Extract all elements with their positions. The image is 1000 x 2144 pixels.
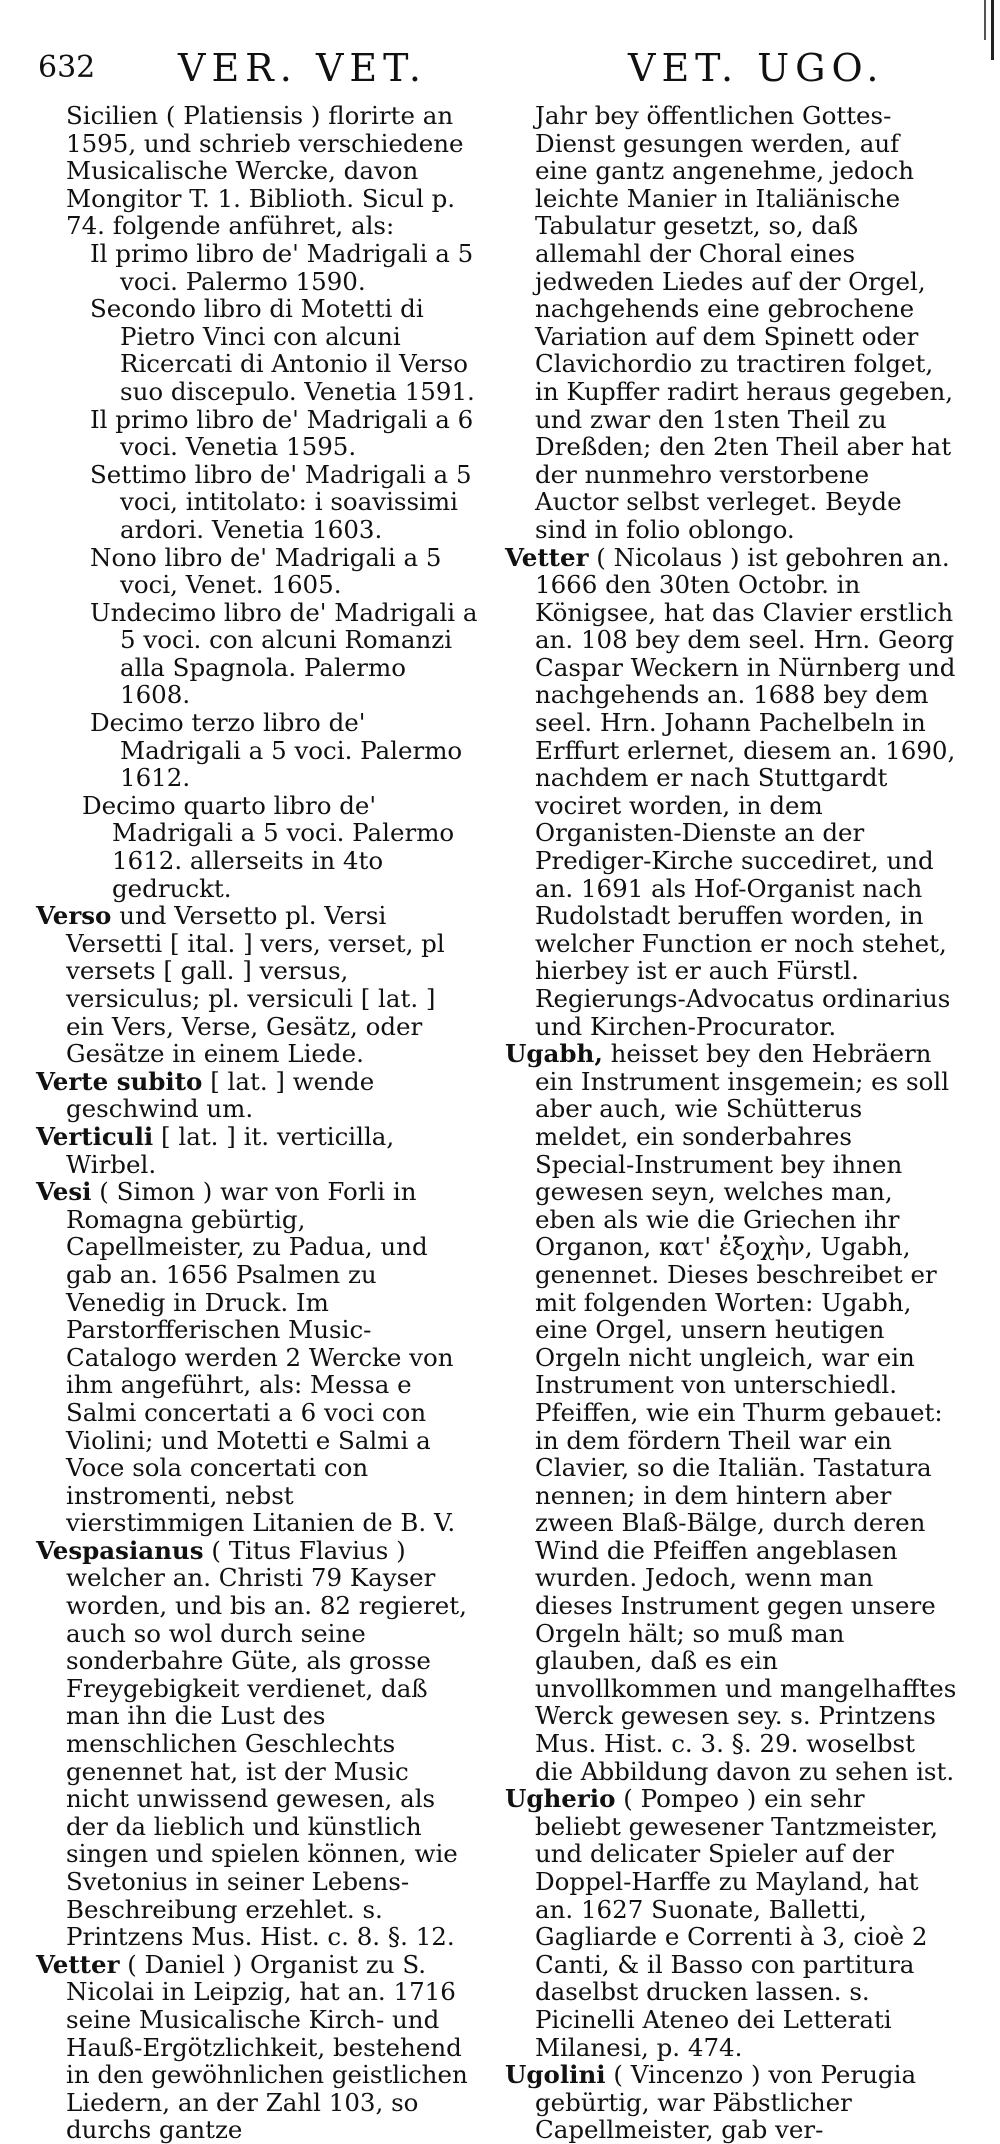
entry-headword: Vespasianus	[36, 1535, 204, 1565]
entry-body: ( Vincenzo ) von Perugia gebürtig, war Päbstlicher Capellmeister, gab ver-	[535, 2060, 917, 2144]
work-list-item: Settimo libro de' Madrigali a 5 voci, intitolato: i soavissimi ardori. Venetia 1603.	[90, 459, 472, 544]
left-column	[36, 102, 478, 2144]
entry-headword: Ugabh,	[505, 1039, 603, 1069]
entry-body: ( Titus Flavius ) welcher an. Christi 79 Kayser worden, und bis an. 82 regieret, auch so wol durch seine sonderbahre Güte, als grosse Freygebigkeit verdienet, daß man ihn die Lust des menschlichen Geschlechts genennet hat, ist der Music nicht unwissend gewesen, als der da lieblich und künstlich singen und spielen können, wie Svetonius in seiner Lebens-Beschreibung erzehlet. s. Printzens Mus. Hist. c. 8. §. 12.	[66, 1535, 467, 1952]
entry-body: und Versetto pl. Versi Versetti [ ital. ] vers, verset, pl versets [ gall. ] versus, versiculus; pl. versiculi [ lat. ] ein Vers, Verse, Gesätz, oder Gesätze in einem Liede.	[66, 901, 445, 1069]
entry-headword: Vetter	[505, 542, 589, 572]
left-running-head: VER. VET.	[178, 46, 427, 90]
work-list-item: Decimo terzo libro de' Madrigali a 5 voci. Palermo 1612.	[90, 708, 463, 793]
right-column	[505, 102, 957, 2144]
entry-headword: Verso	[36, 901, 112, 931]
dictionary-entry	[505, 1040, 957, 1785]
dictionary-entry	[505, 1785, 957, 2061]
work-list-item: Decimo quarto libro de' Madrigali a 5 voci. Palermo 1612. allerseits in 4to gedruckt.	[82, 790, 455, 903]
page-edge-mark-secondary	[984, 0, 986, 40]
work-list-item: Nono libro de' Madrigali a 5 voci, Venet. 1605.	[90, 542, 442, 600]
entry-body: ( Nicolaus ) ist gebohren an. 1666 den 30ten Octobr. in Königsee, hat das Clavier erstlich an. 108 bey dem seel. Hrn. Georg Caspar Weckern in Nürnberg und nachgehends an. 1688 bey dem seel. Hrn. Johann Pachelbeln in Erffurt erlernet, diesem an. 1690, nachdem er nach Stuttgardt vociret worden, in dem Organisten-Dienste an der Prediger-Kirche succediret, und an. 1691 als Hof-Organist nach Rudolstadt beruffen worden, in welcher Function er noch stehet, hierbey ist er auch Fürstl. Regierungs-Advocatus ordinarius und Kirchen-Procurator.	[535, 542, 956, 1041]
dictionary-entry	[36, 1951, 478, 2144]
dictionary-entry	[505, 2061, 957, 2144]
entry-body: ( Daniel ) Organist zu S. Nicolai in Leipzig, hat an. 1716 seine Musicalische Kirch- und Hauß-Ergötzlichkeit, bestehend in den gewöhnlichen geistlichen Liedern, an der Zahl 103, so durchs gantze	[66, 1949, 468, 2144]
dictionary-entry	[505, 544, 957, 1041]
entry-body: ( Pompeo ) ein sehr beliebt gewesener Tantzmeister, und delicater Spieler auf der Doppel-Harffe zu Mayland, hat an. 1627 Suonate, Balletti, Gagliarde e Correnti à 3, cioè 2 Canti, & il Basso con partitura daselbst drucken lassen. s. Picinelli Ateneo dei Letterati Milanesi, p. 474.	[535, 1784, 939, 2062]
right-running-head: VET. UGO.	[628, 46, 885, 90]
work-list-item: Il primo libro de' Madrigali a 6 voci. Venetia 1595.	[90, 404, 474, 462]
entry-headword: Ugolini	[505, 2060, 606, 2090]
work-list-item: Undecimo libro de' Madrigali a 5 voci. con alcuni Romanzi alla Spagnola. Palermo 1608.	[90, 597, 478, 710]
work-list-item: Il primo libro de' Madrigali a 5 voci. Palermo 1590.	[90, 238, 474, 296]
dictionary-entry	[36, 1537, 478, 1951]
entry-headword: Vetter	[36, 1949, 120, 1979]
entry-body: [ lat. ] it. verticilla, Wirbel.	[66, 1121, 395, 1179]
entry-continuation: Sicilien ( Platiensis ) florirte an 1595, und schrieb verschiedene Musicalische Wercke, davon Mongitor T. 1. Biblioth. Sicul p. 74. folgende anführet, als:	[66, 101, 464, 241]
dictionary-entry	[36, 902, 478, 1068]
entry-headword: Vesi	[36, 1177, 92, 1207]
entry-continuation: Jahr bey öffentlichen Gottes-Dienst gesungen werden, auf eine gantz angenehme, jedoch leichte Manier in Italiänische Tabulatur gesetzt, so, daß allemahl der Choral eines jedweden Liedes auf der Orgel, nachgehends eine gebrochene Variation auf dem Spinett oder Clavichordio zu tractiren folget, in Kupffer radirt heraus gegeben, und zwar den 1sten Theil zu Dreßden; den 2ten Theil aber hat der nunmehro verstorbene Auctor selbst verleget. Beyde sind in folio oblongo.	[535, 101, 954, 544]
entry-body: ( Simon ) war von Forli in Romagna gebürtig, Capellmeister, zu Padua, und gab an. 1656 Psalmen zu Venedig in Druck. Im Parstorfferischen Music-Catalogo werden 2 Wercke von ihm angeführt, als: Messa e Salmi concertati a 6 voci con Violini; und Motetti e Salmi a Voce sola concertati con instromenti, nebst vierstimmigen Litanien de B. V.	[66, 1177, 456, 1538]
dictionary-entry	[36, 1123, 478, 1178]
dictionary-entry	[36, 1178, 478, 1537]
entry-headword: Verticuli	[36, 1121, 154, 1151]
entry-headword: Verte subito	[36, 1066, 203, 1096]
entry-body: [ lat. ] wende geschwind um.	[66, 1066, 375, 1124]
page-header	[38, 40, 962, 100]
page-edge-mark	[991, 0, 994, 60]
dictionary-entry	[36, 1068, 478, 1123]
entry-body: heisset bey den Hebräern ein Instrument insgemein; es soll aber auch, wie Schütterus meldet, ein sonderbahres Special-Instrument bey ihnen gewesen seyn, welches man, eben als wie die Griechen ihr Organon, κατ' ἐξοχὴν, Ugabh, genennet. Dieses beschreibet er mit folgenden Worten: Ugabh, eine Orgel, unsern heutigen Orgeln nicht ungleich, war ein Instrument von unterschiedl. Pfeiffen, wie ein Thurm gebauet: in dem fördern Theil war ein Clavier, so die Italiän. Tastatura nennen; in dem hintern aber zween Blaß-Bälge, durch deren Wind die Pfeiffen angeblasen wurden. Jedoch, wenn man dieses Instrument gegen unsere Orgeln hält; so muß man glauben, daß es ein unvollkommen und mangelhafftes Werck gewesen sey. s. Printzens Mus. Hist. c. 3. §. 29. woselbst die Abbildung davon zu sehen ist.	[535, 1039, 957, 1786]
page-number: 632	[38, 50, 96, 85]
work-list-item: Secondo libro di Motetti di Pietro Vinci con alcuni Ricercati di Antonio il Verso suo discepulo. Venetia 1591.	[90, 294, 475, 406]
entry-headword: Ugherio	[505, 1784, 616, 1814]
